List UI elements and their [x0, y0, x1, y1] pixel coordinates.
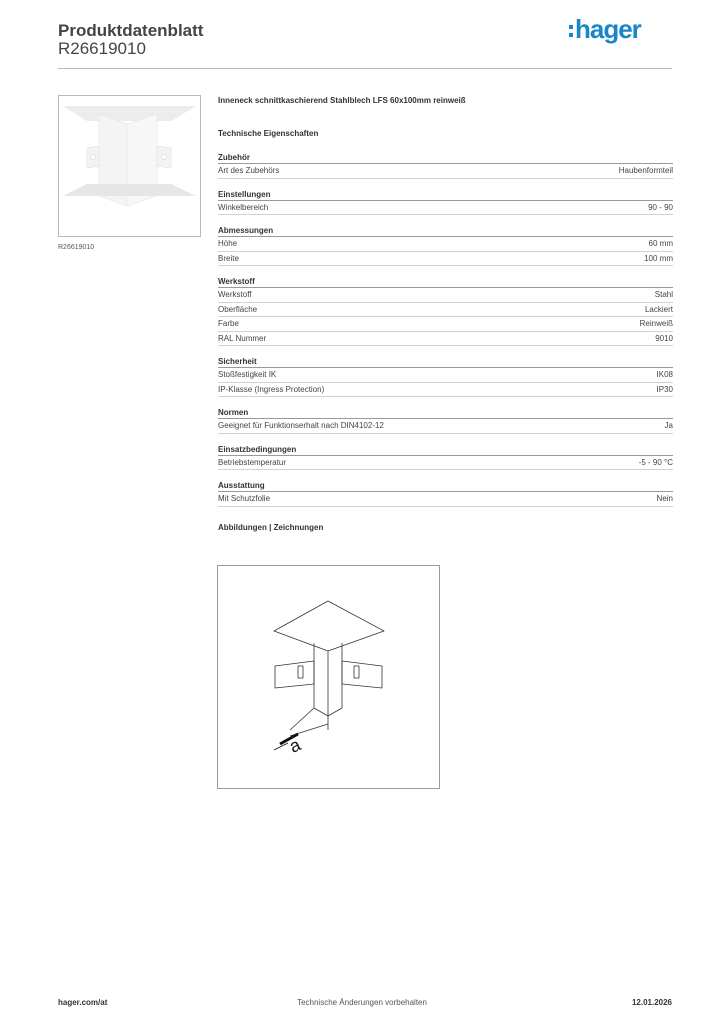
section-ausstattung [218, 479, 673, 507]
property-label: Betriebstemperatur [218, 457, 287, 467]
property-value: Haubenformteil [618, 166, 673, 175]
section-title: Werkstoff [218, 275, 673, 288]
property-row [218, 237, 673, 252]
property-value: 9010 [655, 333, 673, 343]
property-row [218, 288, 673, 303]
section-sicherheit [218, 355, 673, 397]
property-label: Breite [218, 253, 239, 263]
section-title: Einsatzbedingungen [218, 443, 673, 456]
thumbnail-caption: R26619010 [58, 244, 95, 251]
property-value: Nein [656, 494, 673, 503]
section-title: Normen [218, 406, 673, 419]
logo-dot-bottom [569, 33, 573, 37]
section-werkstoff [218, 275, 673, 346]
property-label: Stoßfestigkeit IK [218, 370, 277, 379]
dimension-label: a [286, 734, 304, 757]
section-normen [218, 406, 673, 434]
logo-dot-top [569, 25, 573, 29]
property-label: Art des Zubehörs [218, 166, 280, 175]
property-label: Höhe [218, 239, 238, 248]
section-einstellungen [218, 188, 673, 216]
property-row [218, 383, 673, 398]
property-value: -5 - 90 °C [638, 457, 673, 467]
property-row [218, 317, 673, 332]
property-value: 90 - 90 [648, 202, 673, 212]
property-label: RAL Nummer [218, 333, 267, 343]
property-row [218, 492, 673, 507]
property-label: Winkelbereich [218, 202, 269, 212]
property-label: Farbe [218, 319, 239, 328]
line-drawing [218, 566, 439, 788]
main-content [218, 96, 673, 533]
section-einsatzbedingungen [218, 443, 673, 471]
property-label: Geeignet für Funktionserhalt nach DIN4102-12 [218, 421, 384, 430]
product-name: Inneneck schnittkaschierend Stahlblech LFS 60x100mm reinweiß [218, 96, 466, 105]
property-row [218, 252, 673, 267]
footer-website[interactable]: hager.com/at [58, 998, 108, 1007]
technical-drawing [217, 565, 440, 789]
property-value: Ja [664, 421, 673, 430]
section-title: Ausstattung [218, 479, 673, 492]
header-divider [58, 68, 672, 69]
section-title: Einstellungen [218, 188, 673, 201]
footer-date: 12.01.2026 [631, 998, 672, 1007]
figures-heading: Abbildungen | Zeichnungen [218, 522, 324, 532]
properties-heading: Technische Eigenschaften [218, 129, 319, 138]
property-row [218, 456, 673, 471]
property-row [218, 419, 673, 434]
property-value: 100 mm [644, 253, 673, 263]
property-row [218, 201, 673, 216]
section-abmessungen [218, 224, 673, 266]
property-value: IP30 [656, 384, 673, 394]
section-zubehoer [218, 151, 673, 179]
product-thumbnail [58, 95, 201, 237]
property-label: Werkstoff [218, 290, 252, 299]
property-row [218, 303, 673, 318]
product-code: R26619010 [58, 39, 146, 58]
page-title: Produktdatenblatt [58, 21, 204, 40]
property-row [218, 368, 673, 383]
property-label: Oberfläche [218, 304, 258, 314]
property-value: Stahl [654, 290, 673, 299]
property-label: IP-Klasse (Ingress Protection) [218, 384, 325, 394]
property-row [218, 332, 673, 347]
section-title: Sicherheit [218, 355, 673, 368]
property-value: 60 mm [648, 239, 673, 248]
section-title: Abmessungen [218, 224, 673, 237]
product-photo [59, 96, 200, 236]
section-title: Zubehör [218, 151, 673, 164]
property-label: Mit Schutzfolie [218, 494, 271, 503]
brand-logo [568, 14, 658, 46]
footer-notice: Technische Änderungen vorbehalten [297, 998, 427, 1007]
property-value: Lackiert [644, 304, 673, 314]
property-row [218, 164, 673, 179]
property-value: IK08 [656, 370, 673, 379]
logo-wordmark: hager [575, 14, 641, 44]
property-value: Reinweiß [639, 319, 673, 328]
